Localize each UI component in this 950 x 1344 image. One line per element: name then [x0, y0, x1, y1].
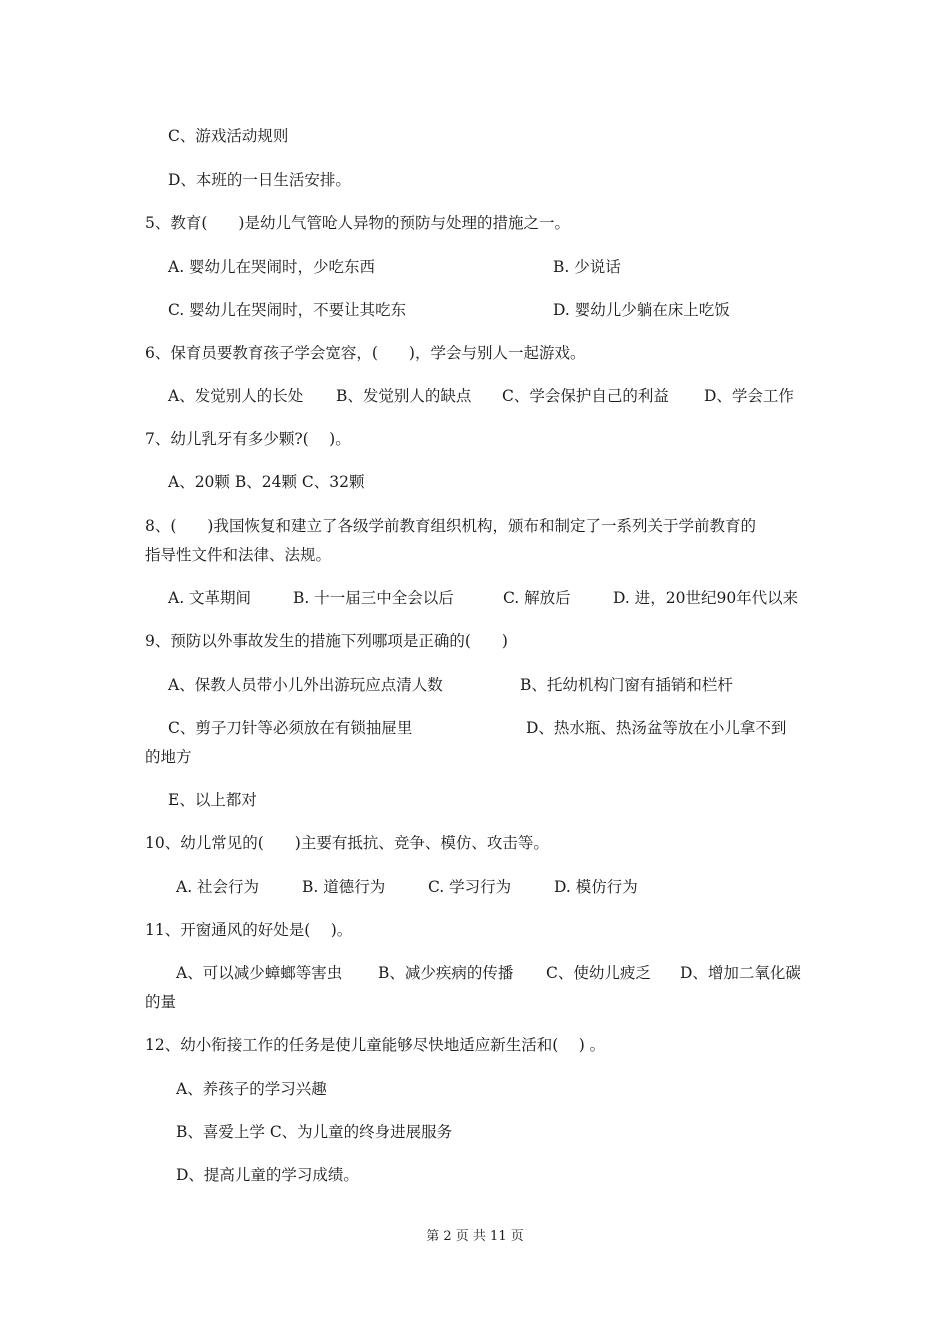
option: B. 少说话	[553, 258, 621, 276]
question-5: 5、教育( )是幼儿气管呛人异物的预防与处理的措施之一。	[145, 214, 570, 232]
option: C. 学习行为	[428, 878, 512, 896]
option: C、学会保护自己的利益	[502, 387, 669, 405]
question-10: 10、幼儿常见的( )主要有抵抗、竞争、模仿、攻击等。	[145, 834, 549, 852]
option: D、提高儿童的学习成绩。	[176, 1166, 359, 1184]
question-8-continued: 指导性文件和法律、法规。	[145, 546, 332, 564]
option: B、托幼机构门窗有插销和栏杆	[520, 676, 733, 694]
option: A、可以减少蟑螂等害虫	[176, 964, 343, 982]
option: C、使幼儿疲乏	[546, 964, 651, 982]
question-6: 6、保育员要教育孩子学会宽容，( )，学会与别人一起游戏。	[145, 344, 586, 362]
option: B. 十一届三中全会以后	[293, 589, 454, 607]
option: A. 社会行为	[176, 878, 260, 896]
option: D、热水瓶、热汤盆等放在小儿拿不到	[526, 719, 787, 737]
question-8: 8、( )我国恢复和建立了各级学前教育组织机构，颁布和制定了一系列关于学前教育的	[145, 517, 756, 535]
option: D. 婴幼儿少躺在床上吃饭	[553, 301, 730, 319]
option: A、发觉别人的长处	[168, 387, 304, 405]
option: B. 道德行为	[302, 878, 386, 896]
option-continued: 的地方	[145, 748, 192, 766]
option: A. 婴幼儿在哭闹时，少吃东西	[168, 258, 376, 276]
option: A. 文革期间	[168, 589, 252, 607]
text-line: D、本班的一日生活安排。	[168, 171, 351, 189]
option: A、养孩子的学习兴趣	[176, 1080, 327, 1098]
option: C. 解放后	[503, 589, 571, 607]
text-line: C、游戏活动规则	[168, 127, 289, 145]
option: E、以上都对	[168, 791, 257, 809]
option-continued: 的量	[145, 993, 177, 1011]
option: A、保教人员带小儿外出游玩应点清人数	[168, 676, 443, 694]
option: B、喜爱上学 C、为儿童的终身进展服务	[176, 1123, 453, 1141]
question-7: 7、幼儿乳牙有多少颗?( )。	[145, 430, 351, 448]
option: D. 进，20世纪90年代以来	[613, 589, 799, 607]
option: C. 婴幼儿在哭闹时，不要让其吃东	[168, 301, 407, 319]
option: B、发觉别人的缺点	[336, 387, 472, 405]
option: D. 模仿行为	[554, 878, 638, 896]
question-12: 12、幼小衔接工作的任务是使儿童能够尽快地适应新生活和( ) 。	[145, 1036, 606, 1054]
page-footer: 第 2 页 共 11 页	[426, 1229, 524, 1244]
option: D、增加二氧化碳	[680, 964, 801, 982]
option: B、减少疾病的传播	[378, 964, 514, 982]
option: A、20颗 B、24颗 C、32颗	[168, 473, 365, 491]
option: C、剪子刀针等必须放在有锁抽屉里	[168, 719, 413, 737]
question-11: 11、开窗通风的好处是( )。	[145, 921, 353, 939]
option: D、学会工作	[704, 387, 794, 405]
question-9: 9、预防以外事故发生的措施下列哪项是正确的( )	[145, 632, 508, 650]
